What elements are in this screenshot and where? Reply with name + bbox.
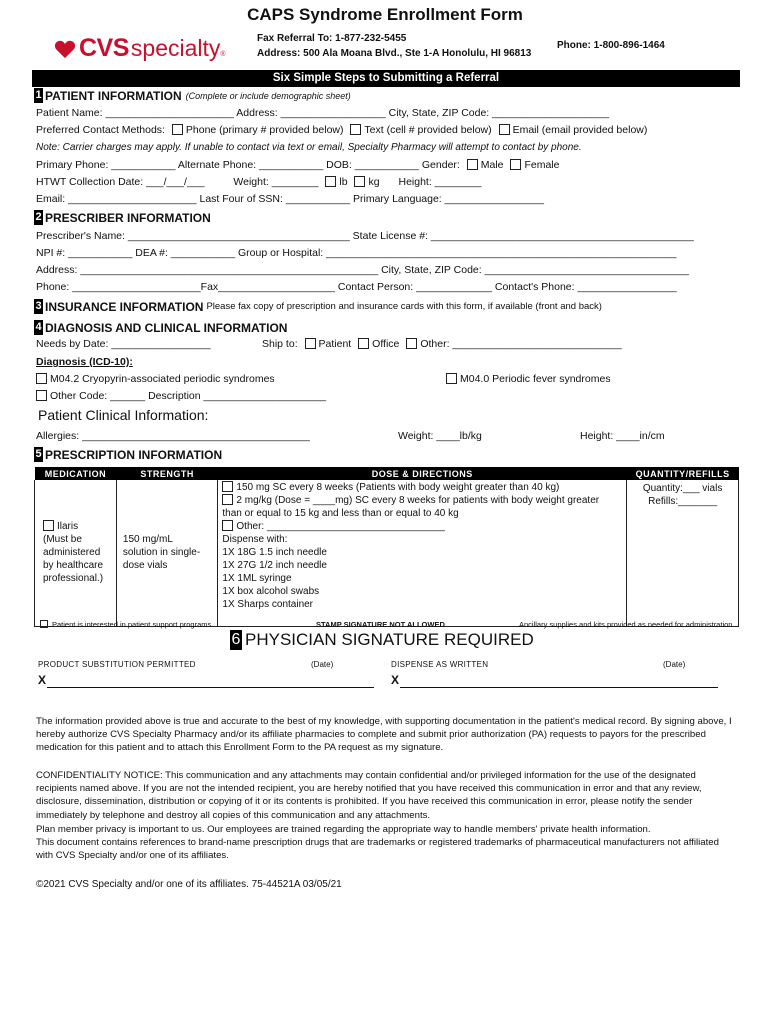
support-program-option: Patient is interested in patient support programs — [40, 620, 211, 629]
prescription-header-row — [35, 467, 739, 480]
other-code-checkbox[interactable] — [36, 390, 47, 401]
npi-dea-line[interactable]: NPI #: ___________ DEA #: ___________ Group or Hospital: ____________________________________________________________ — [36, 247, 677, 259]
clinical-height[interactable]: Height: ____in/cm — [580, 430, 665, 442]
needs-by-date[interactable]: Needs by Date: _________________ — [36, 338, 211, 350]
clinical-info-title: Patient Clinical Information: — [38, 407, 209, 423]
insurance-section-heading: 3 INSURANCE INFORMATION Please fax copy of prescription and insurance cards with this form, if available (front and back) — [35, 299, 602, 314]
phone-dob-gender-line: Primary Phone: ___________ Alternate Phone: ___________ DOB: ___________ Gender: Male Female — [36, 159, 560, 171]
allergies-line[interactable]: Allergies: _______________________________________ — [36, 430, 310, 442]
authorization-paragraph: The information provided above is true and accurate to the best of my knowledge, with supporting documentation in the patient's medical record. By signing above, I hereby authorize CVS Specialty Pharmacy and/or its affiliate pharmacies to complete and submit prior authorization (PA) requests to payors for the prescribed medication for this patient and to attach this Enrollment Form to the PA request as my signature. — [36, 716, 732, 754]
email-ssn-language-line[interactable]: Email: ______________________ Last Four of SSN: ___________ Primary Language: _________________ — [36, 193, 544, 205]
dose-cell: 150 mg SC every 8 weeks (Patients with body weight greater than 40 kg) 2 mg/kg (Dose = ____mg) SC every 8 weeks for patients with body weight greater than or equal to 15 kg and less than or equal to 40 kg Other: ________________________________ Dispense with: 1X 18G 1.5 inch needle 1X 27G 1/2 inch needle 1X 1ML syringe 1X box alcohol swabs 1X Sharps container — [218, 480, 627, 626]
diagnosis-section-heading: 4 DIAGNOSIS AND CLINICAL INFORMATION — [35, 320, 288, 335]
table-row — [35, 480, 739, 626]
signature-x-1: X — [38, 673, 47, 687]
icd-label: Diagnosis (ICD-10): — [36, 356, 133, 368]
prescription-table — [34, 467, 739, 627]
ilaris-checkbox[interactable] — [43, 520, 54, 531]
ship-to-line: Ship to: Patient Office Other: _____________________________ — [262, 338, 622, 350]
htwt-line: HTWT Collection Date: ___/___/___ Weight: ________ lb kg Height: ________ — [36, 176, 482, 188]
female-checkbox[interactable] — [510, 159, 521, 170]
heart-icon — [54, 39, 76, 59]
dose-2mgkg-checkbox[interactable] — [222, 494, 233, 505]
col-dose: DOSE & DIRECTIONS — [218, 467, 627, 480]
logo-specialty-text: specialty — [130, 35, 221, 61]
col-medication: MEDICATION — [35, 467, 117, 480]
m042-option: M04.2 Cryopyrin-associated periodic syndromes — [34, 373, 275, 385]
prescriber-name-line[interactable]: Prescriber's Name: ______________________________________ State License #: _____________________________________________ — [36, 230, 694, 242]
logo-registered-mark: ® — [220, 51, 226, 58]
quantity-cell: Quantity:___ vials Refills:_______ — [627, 480, 739, 626]
stamp-note: STAMP SIGNATURE NOT ALLOWED — [316, 620, 445, 629]
prescriber-phone-line[interactable]: Phone: ______________________Fax____________________ Contact Person: _____________ Contact's Phone: _________________ — [36, 281, 677, 293]
signature-x-2: X — [391, 673, 400, 687]
date1-label: (Date) — [311, 660, 334, 669]
prescriber-section-heading: 2 PRESCRIBER INFORMATION — [35, 210, 211, 225]
date2-label: (Date) — [663, 660, 686, 669]
ship-patient-checkbox[interactable] — [305, 338, 316, 349]
col-strength: STRENGTH — [116, 467, 218, 480]
ancillary-note: Ancillary supplies and kits provided as needed for administration — [519, 620, 733, 629]
address-line: Address: 500 Ala Moana Blvd., Ste 1-A Honolulu, HI 96813 — [257, 48, 532, 59]
phone-line: Phone: 1-800-896-1464 — [557, 40, 665, 51]
signature-section-heading: 6 PHYSICIAN SIGNATURE REQUIRED — [231, 630, 534, 649]
dose-150mg-checkbox[interactable] — [222, 481, 233, 492]
prescription-section-heading: 5 PRESCRIPTION INFORMATION — [35, 447, 223, 462]
daw-signature-line[interactable] — [400, 674, 718, 688]
support-program-checkbox[interactable] — [40, 620, 48, 628]
privacy-paragraph: Plan member privacy is important to us. Our employees are trained regarding the appropriate way to handle members' private health information. — [36, 824, 651, 835]
medication-cell: Ilaris (Must be administered by healthcare professional.) — [35, 480, 117, 626]
email-method-checkbox[interactable] — [499, 124, 510, 135]
dispense-as-written-label: DISPENSE AS WRITTEN — [391, 660, 489, 669]
copyright-line: ©2021 CVS Specialty and/or one of its affiliates. 75-44521A 03/05/21 — [36, 879, 342, 890]
m040-checkbox[interactable] — [446, 373, 457, 384]
steps-banner: Six Simple Steps to Submitting a Referral — [32, 70, 740, 87]
cvs-specialty-logo — [54, 34, 226, 63]
clinical-weight[interactable]: Weight: ____lb/kg — [398, 430, 482, 442]
lb-checkbox[interactable] — [325, 176, 336, 187]
contact-methods-line: Preferred Contact Methods: Phone (primary # provided below) Text (cell # provided below) Email (email provided below) — [36, 124, 648, 136]
prescriber-address-line[interactable]: Address: ___________________________________________________ City, State, ZIP Code: ___________________________________ — [36, 264, 689, 276]
fax-referral: Fax Referral To: 1-877-232-5455 — [257, 33, 407, 44]
m040-option: M04.0 Periodic fever syndromes — [442, 373, 611, 385]
dose-other-checkbox[interactable] — [222, 520, 233, 531]
trademark-paragraph: This document contains references to brand-name prescription drugs that are trademarks or registered trademarks of pharmaceutical manufacturers not affiliated with CVS Specialty and/or one of its affiliates. — [36, 837, 719, 862]
form-title: CAPS Syndrome Enrollment Form — [247, 5, 523, 24]
confidentiality-paragraph: CONFIDENTIALITY NOTICE: This communication and any attachments may contain confidential and/or privileged information for the use of the designated recipients named above. If you are not the intended recipient, you are hereby notified that you have received this communication in error and that any review, disclosure, dissemination, distribution or copying of it or its contents is prohibited. If you have received this communication in error, please notify the sender immediately by telephone and destroy all copies of this communication and any attachments. — [36, 770, 702, 821]
col-quantity: QUANTITY/REFILLS — [627, 467, 739, 480]
text-method-checkbox[interactable] — [350, 124, 361, 135]
carrier-note: Note: Carrier charges may apply. If unable to contact via text or email, Specialty Pharmacy will attempt to contact by phone. — [36, 142, 582, 153]
kg-checkbox[interactable] — [354, 176, 365, 187]
m042-checkbox[interactable] — [36, 373, 47, 384]
patient-name-line[interactable]: Patient Name: ______________________ Address: __________________ City, State, ZIP Code: ____________________ — [36, 107, 609, 119]
other-code-option: Other Code: ______ Description _____________________ — [34, 390, 326, 402]
logo-cvs-text: CVS — [79, 34, 129, 62]
ship-other-checkbox[interactable] — [406, 338, 417, 349]
phone-method-checkbox[interactable] — [172, 124, 183, 135]
substitution-signature-line[interactable] — [47, 674, 374, 688]
strength-cell: 150 mg/mL solution in single- dose vials — [116, 480, 218, 626]
male-checkbox[interactable] — [467, 159, 478, 170]
ship-office-checkbox[interactable] — [358, 338, 369, 349]
substitution-permitted-label: PRODUCT SUBSTITUTION PERMITTED — [38, 660, 196, 669]
patient-section-heading: 1 PATIENT INFORMATION (Complete or include demographic sheet) — [35, 88, 351, 103]
